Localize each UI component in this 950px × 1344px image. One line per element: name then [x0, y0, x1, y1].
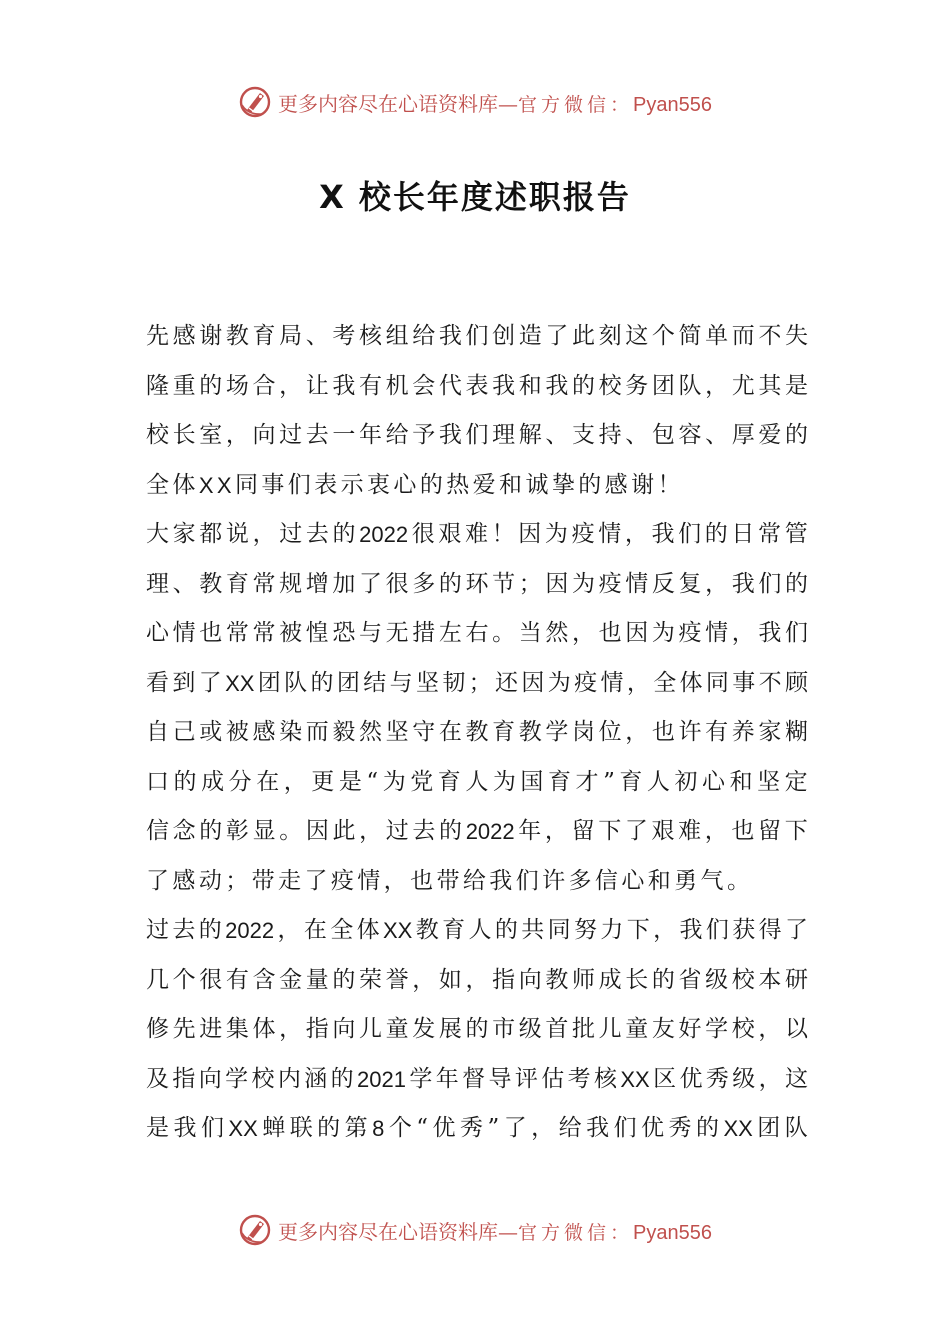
- banner-wechat-label: 官方微信：: [518, 1221, 634, 1244]
- paragraph: [146, 312, 808, 510]
- document-body: [146, 312, 808, 1154]
- text-line: 心 情 也 常 常 被 惶 恐 与 无 措 左 右 。 当 然 ， 也 因 为 疫 情 ， 我 们: [146, 620, 808, 646]
- text-line: 过 去 的 2022 ， 在 全 体 XX 教 育 人 的 共 同 努 力 下 ， 我 们 获 得 了: [146, 917, 808, 943]
- document-title: X 校长年度述职报告: [319, 178, 631, 216]
- banner-wechat-id: Pyan556: [633, 93, 712, 116]
- banner-wechat-id: Pyan556: [633, 1221, 712, 1244]
- header-watermark-banner: [0, 82, 950, 122]
- text-line: 是 我 们 XX 蝉 联 的 第 8 个 “ 优 秀 ” 了 ， 给 我 们 优 秀 的 XX 团 队: [146, 1115, 808, 1141]
- text-line: 自 己 或 被 感 染 而 毅 然 坚 守 在 教 育 教 学 岗 位 ， 也 许 有 养 家 糊: [146, 719, 808, 745]
- banner-main-text: 更多内容尽在心语资料库: [278, 91, 498, 116]
- banner-wechat-label: 官方微信：: [518, 93, 634, 116]
- text-line: 大 家 都 说 ， 过 去 的 2022 很 艰 难 ！ 因 为 疫 情 ， 我 们 的 日 常 管: [146, 521, 808, 547]
- text-line: 看 到 了 XX 团 队 的 团 结 与 坚 韧 ； 还 因 为 疫 情 ， 全 体 同 事 不 顾: [146, 669, 808, 696]
- text-line: 理 、 教 育 常 规 增 加 了 很 多 的 环 节 ； 因 为 疫 情 反 复 ， 我 们 的: [146, 570, 808, 597]
- text-line: 先 感 谢 教 育 局 、 考 核 组 给 我 们 创 造 了 此 刻 这 个 简 单 而 不 失: [146, 323, 808, 349]
- pen-nib-logo-icon: [238, 1213, 272, 1247]
- text-line: 隆 重 的 场 合 ， 让 我 有 机 会 代 表 我 和 我 的 校 务 团 队 ， 尤 其 是: [146, 372, 808, 399]
- text-line: 了 感 动 ； 带 走 了 疫 情 ， 也 带 给 我 们 许 多 信 心 和 勇 气 。: [146, 867, 754, 894]
- paragraph: [146, 510, 808, 906]
- pen-nib-logo-icon: [238, 85, 272, 119]
- text-line: 几 个 很 有 含 金 量 的 荣 誉 ， 如 ， 指 向 教 师 成 长 的 省 级 校 本 研: [146, 966, 808, 993]
- banner-dash: —: [498, 91, 518, 116]
- footer-watermark-banner: [0, 1210, 950, 1250]
- banner-main-text: 更多内容尽在心语资料库: [278, 1219, 498, 1244]
- text-line: 校 长 室 ， 向 过 去 一 年 给 予 我 们 理 解 、 支 持 、 包 容 、 厚 爱 的: [146, 422, 808, 448]
- banner-dash: —: [498, 1219, 518, 1244]
- text-line: 修 先 进 集 体 ， 指 向 儿 童 发 展 的 市 级 首 批 儿 童 友 好 学 校 ， 以: [146, 1016, 808, 1042]
- text-line: 口 的 成 分 在 ， 更 是 “ 为 党 育 人 为 国 育 才 ” 育 人 初 心 和 坚 定: [146, 768, 808, 795]
- text-line: 及 指 向 学 校 内 涵 的 2021 学 年 督 导 评 估 考 核 XX 区 优 秀 级 ， 这: [146, 1065, 808, 1092]
- text-line: 信 念 的 彰 显 。 因 此 ， 过 去 的 2022 年 ， 留 下 了 艰 难 ， 也 留 下: [146, 818, 808, 844]
- text-line: 全 体 XX 同 事 们 表 示 衷 心 的 热 爱 和 诚 挚 的 感 谢 ！: [146, 471, 684, 498]
- paragraph: [146, 906, 808, 1154]
